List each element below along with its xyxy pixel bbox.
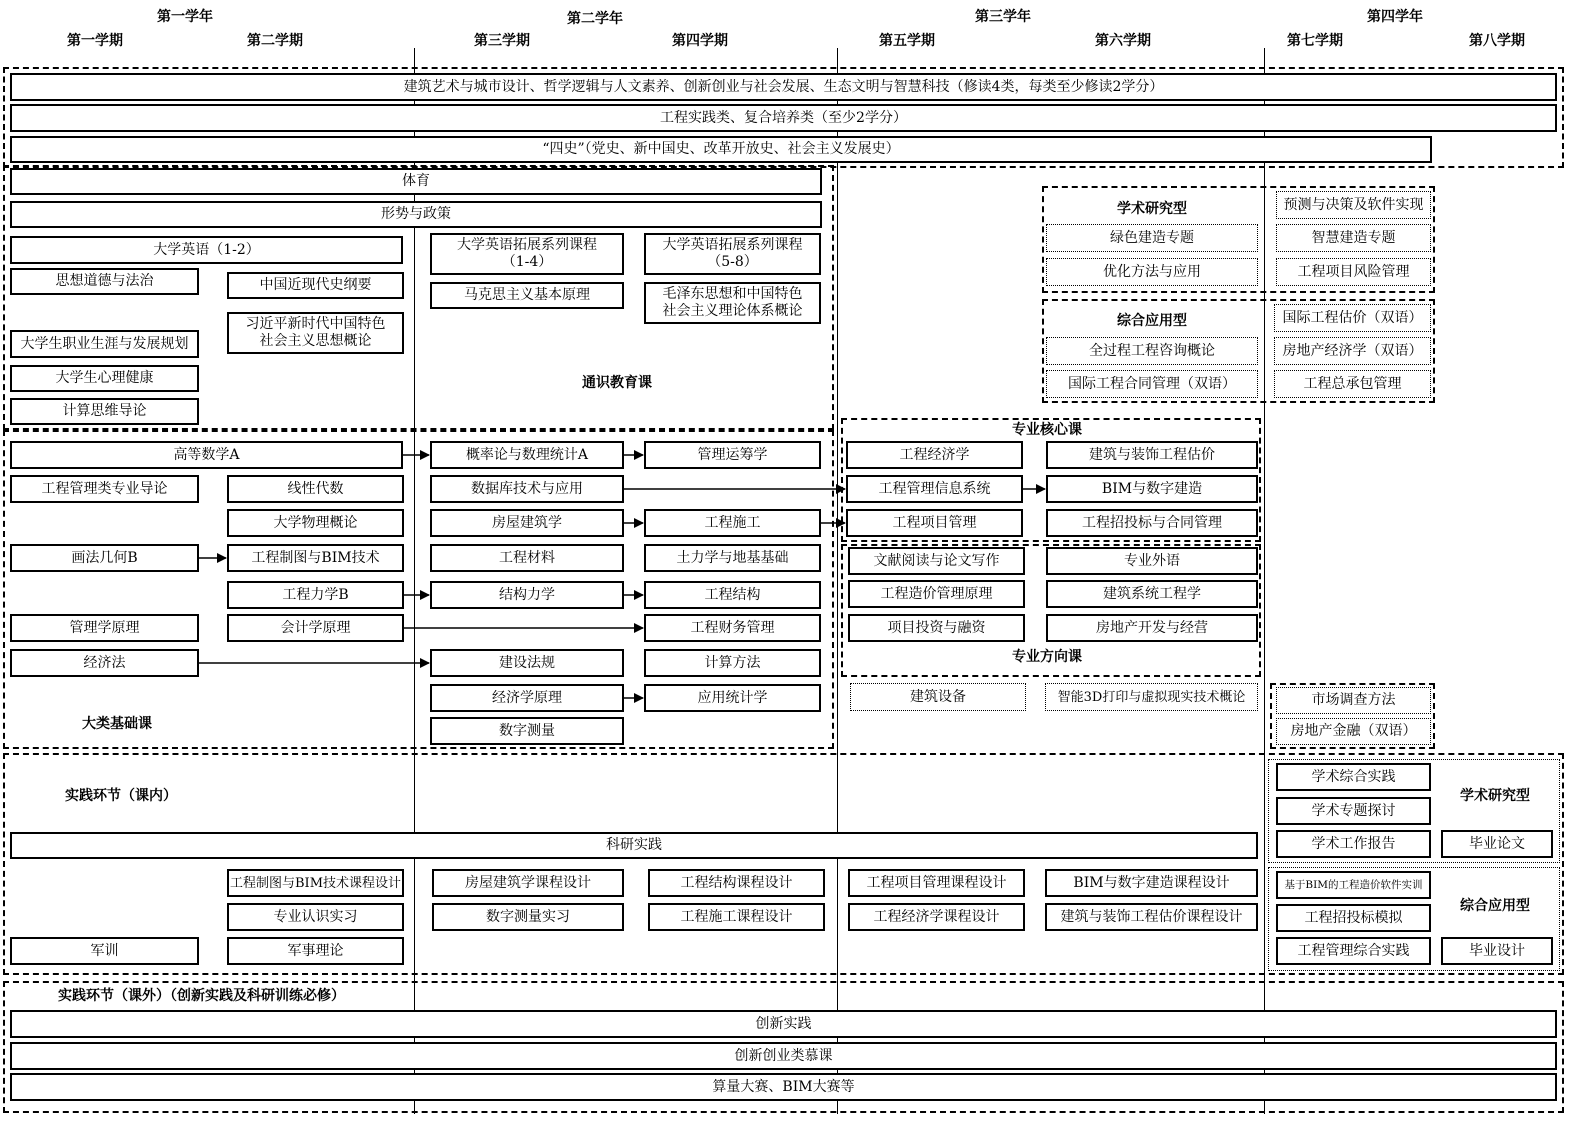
- core-project-mgmt: 工程项目管理: [846, 509, 1023, 537]
- app-whole-process-consulting: 全过程工程咨询概论: [1046, 337, 1258, 365]
- course-operations-research: 管理运筹学: [644, 441, 821, 469]
- course-intro-em: 工程管理类专业导论: [10, 475, 199, 503]
- gen-four-histories: “四史”（党史、新中国史、改革开放史、社会主义发展史）: [10, 136, 1432, 163]
- dir-literature-writing: 文献阅读与论文写作: [848, 547, 1025, 575]
- gen-elective-categories: 建筑艺术与城市设计、哲学逻辑与人文素养、创新创业与社会发展、生态文明与智慧科技（修读4类，每类至少修读2学分）: [10, 73, 1557, 101]
- course-career-planning: 大学生职业生涯与发展规划: [10, 330, 199, 358]
- dir-systems-eng: 建筑系统工程学: [1046, 580, 1258, 608]
- practice-bim-design: BIM与数字建造课程设计: [1045, 869, 1258, 897]
- s7-forecast-decision: 预测与决策及软件实现: [1276, 191, 1431, 219]
- year-4-header: 第四学年: [1367, 9, 1423, 25]
- applied-type-label: 综合应用型: [1117, 313, 1187, 329]
- year-2-header: 第二学年: [567, 11, 623, 27]
- direction-courses-label: 专业方向课: [1012, 649, 1082, 665]
- practice-applied-label: 综合应用型: [1460, 898, 1530, 914]
- practice-estimate-design: 建筑与装饰工程估价课程设计: [1045, 903, 1258, 931]
- s7-epc-mgmt: 工程总承包管理: [1274, 370, 1431, 398]
- course-pe: 体育: [10, 168, 822, 195]
- year-3-header: 第三学年: [975, 9, 1031, 25]
- core-bidding: 工程招投标与合同管理: [1046, 509, 1258, 537]
- practice-structure-design: 工程结构课程设计: [648, 869, 825, 897]
- course-engineering-mechanics: 工程力学B: [227, 581, 404, 609]
- course-modern-history: 中国近现代史纲要: [227, 272, 404, 299]
- practice-research: 科研实践: [10, 832, 1258, 859]
- s7-market-research: 市场调查方法: [1276, 687, 1431, 714]
- acad-green-construction: 绿色建造专题: [1046, 224, 1258, 252]
- course-construction-law: 建设法规: [430, 649, 624, 677]
- practice-econ-design: 工程经济学课程设计: [848, 903, 1025, 931]
- term-6-header: 第六学期: [1095, 33, 1151, 49]
- term-2-header: 第二学期: [247, 33, 303, 49]
- academic-type-label: 学术研究型: [1117, 201, 1187, 217]
- course-economics: 经济学原理: [430, 684, 624, 712]
- course-materials: 工程材料: [430, 544, 624, 572]
- course-english-ext-5-8: 大学英语拓展系列课程 （5-8）: [644, 233, 821, 275]
- course-management: 管理学原理: [10, 614, 199, 642]
- practice-military-theory: 军事理论: [227, 937, 404, 965]
- course-database: 数据库技术与应用: [430, 475, 624, 503]
- course-xi-thought: 习近平新时代中国特色 社会主义思想概论: [227, 312, 404, 354]
- year-1-header: 第一学年: [157, 9, 213, 25]
- course-marxism: 马克思主义基本原理: [430, 282, 624, 309]
- core-mis: 工程管理信息系统: [846, 475, 1023, 503]
- course-architecture: 房屋建筑学: [430, 509, 624, 537]
- extra-innovation-practice: 创新实践: [10, 1010, 1557, 1038]
- dir-real-estate: 房地产开发与经营: [1046, 614, 1258, 642]
- practice-academic-topic: 学术专题探讨: [1276, 797, 1431, 825]
- course-structural-mechanics: 结构力学: [430, 581, 624, 609]
- course-digital-survey: 数字测量: [430, 717, 624, 745]
- course-english-1-2: 大学英语（1-2）: [10, 236, 403, 264]
- core-estimating: 建筑与装饰工程估价: [1046, 441, 1258, 469]
- general-education-label: 通识教育课: [582, 375, 652, 391]
- course-applied-stats: 应用统计学: [644, 684, 821, 712]
- acad-optimization: 优化方法与应用: [1046, 258, 1258, 286]
- course-linear-algebra: 线性代数: [227, 475, 404, 503]
- course-moral-law: 思想道德与法治: [10, 268, 199, 295]
- course-economic-law: 经济法: [10, 649, 199, 677]
- course-mao-thought: 毛泽东思想和中国特色 社会主义理论体系概论: [644, 282, 821, 324]
- practice-in-class-label: 实践环节（课内）: [65, 788, 177, 804]
- practice-drawing-design: 工程制图与BIM技术课程设计: [227, 869, 404, 897]
- extra-entrepreneurship-mooc: 创新创业类慕课: [10, 1042, 1557, 1070]
- practice-pm-design: 工程项目管理课程设计: [848, 869, 1025, 897]
- course-mental-health: 大学生心理健康: [10, 365, 199, 392]
- course-drawing-bim: 工程制图与BIM技术: [227, 544, 404, 572]
- practice-bim-cost-software: 基于BIM的工程造价软件实训: [1276, 871, 1431, 899]
- practice-military-training: 军训: [10, 937, 199, 965]
- gen-engineering-practice: 工程实践类、复合培养类（至少2学分）: [10, 104, 1557, 132]
- practice-academic-label: 学术研究型: [1460, 788, 1530, 804]
- dir-cost-mgmt: 工程造价管理原理: [848, 580, 1025, 608]
- core-courses-label: 专业核心课: [1012, 422, 1082, 438]
- s7-risk-mgmt: 工程项目风险管理: [1276, 258, 1431, 286]
- course-policy: 形势与政策: [10, 201, 822, 228]
- extra-competitions: 算量大赛、BIM大赛等: [10, 1073, 1557, 1101]
- term-5-header: 第五学期: [879, 33, 935, 49]
- course-english-ext-1-4: 大学英语拓展系列课程 （1-4）: [430, 233, 624, 275]
- course-accounting: 会计学原理: [227, 614, 404, 642]
- course-computing-methods: 计算方法: [644, 649, 821, 677]
- course-structures: 工程结构: [644, 581, 821, 609]
- s7-intl-estimating: 国际工程估价（双语）: [1274, 304, 1431, 332]
- practice-em-comprehensive: 工程管理综合实践: [1276, 937, 1431, 965]
- s7-real-estate-econ: 房地产经济学（双语）: [1274, 337, 1431, 365]
- course-advanced-math: 高等数学A: [10, 441, 403, 469]
- course-descriptive-geometry: 画法几何B: [10, 544, 199, 572]
- course-physics: 大学物理概论: [227, 509, 404, 537]
- course-financial-mgmt: 工程财务管理: [644, 614, 821, 642]
- term-8-header: 第八学期: [1469, 33, 1525, 49]
- practice-survey-intern: 数字测量实习: [432, 903, 624, 931]
- practice-cognition-intern: 专业认识实习: [227, 903, 404, 931]
- practice-graduation-design: 毕业设计: [1441, 937, 1553, 965]
- s7-smart-construction: 智慧建造专题: [1276, 224, 1431, 252]
- practice-academic-comprehensive: 学术综合实践: [1276, 763, 1431, 791]
- practice-bid-simulation: 工程招投标模拟: [1276, 904, 1431, 932]
- s7-real-estate-finance: 房地产金融（双语）: [1276, 718, 1431, 745]
- term-4-header: 第四学期: [672, 33, 728, 49]
- course-construction: 工程施工: [644, 509, 821, 537]
- elective-building-equipment: 建筑设备: [850, 683, 1026, 711]
- app-intl-contract: 国际工程合同管理（双语）: [1046, 370, 1258, 398]
- practice-architecture-design: 房屋建筑学课程设计: [432, 869, 624, 897]
- practice-construction-design: 工程施工课程设计: [648, 903, 825, 931]
- course-probability: 概率论与数理统计A: [430, 441, 624, 469]
- basic-courses-label: 大类基础课: [82, 716, 152, 732]
- dir-foreign-language: 专业外语: [1046, 547, 1258, 575]
- term-3-header: 第三学期: [474, 33, 530, 49]
- practice-academic-report: 学术工作报告: [1276, 830, 1431, 858]
- practice-thesis: 毕业论文: [1441, 830, 1553, 858]
- core-engineering-economics: 工程经济学: [846, 441, 1023, 469]
- dir-investment: 项目投资与融资: [848, 614, 1025, 642]
- course-computational-thinking: 计算思维导论: [10, 398, 199, 425]
- course-soil-mechanics: 土力学与地基基础: [644, 544, 821, 572]
- practice-extracurricular-label: 实践环节（课外）（创新实践及科研训练必修）: [58, 988, 345, 1004]
- term-1-header: 第一学期: [67, 33, 123, 49]
- term-7-header: 第七学期: [1287, 33, 1343, 49]
- elective-3d-printing-vr: 智能3D打印与虚拟现实技术概论: [1045, 683, 1258, 711]
- core-bim: BIM与数字建造: [1046, 475, 1258, 503]
